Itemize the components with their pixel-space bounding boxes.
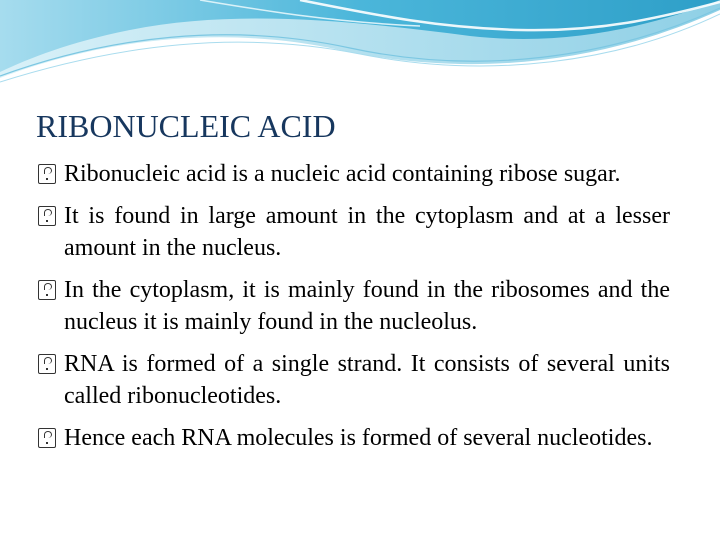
- slide-title: RIBONUCLEIC ACID: [36, 108, 336, 144]
- wave-header-decoration: [0, 0, 720, 92]
- missing-glyph-icon: [38, 354, 56, 374]
- missing-glyph-icon: [38, 280, 56, 300]
- bullet-item: [38, 274, 670, 338]
- bullet-item: [38, 422, 670, 454]
- bullet-item: [38, 158, 670, 190]
- bullet-text: It is found in large amount in the cytoplasm and at a lesser amount in the nucleus.: [64, 203, 670, 261]
- missing-glyph-icon: [38, 206, 56, 226]
- bullet-item: [38, 348, 670, 412]
- missing-glyph-icon: [38, 428, 56, 448]
- bullet-list: [38, 158, 670, 464]
- bullet-text: Hence each RNA molecules is formed of several nucleotides.: [64, 425, 653, 451]
- missing-glyph-icon: [38, 164, 56, 184]
- bullet-text: RNA is formed of a single strand. It consists of several units called ribonucleotides.: [64, 351, 670, 409]
- bullet-text: Ribonucleic acid is a nucleic acid containing ribose sugar.: [64, 161, 621, 187]
- bullet-text: In the cytoplasm, it is mainly found in the ribosomes and the nucleus it is mainly found in the nucleolus.: [64, 277, 670, 335]
- bullet-item: [38, 200, 670, 264]
